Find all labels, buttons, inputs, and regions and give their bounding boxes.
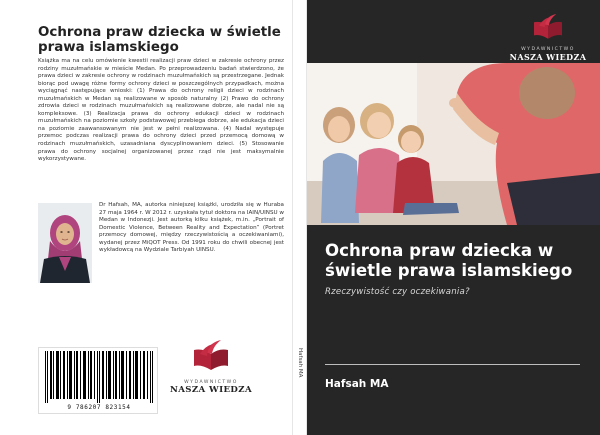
front-cover-title: Ochrona praw dziecka w świetle prawa islamskiego (325, 241, 573, 280)
publisher-line-2: NASZA WIEDZA (509, 52, 587, 62)
barcode (38, 347, 158, 414)
publisher-logo-front (503, 14, 593, 66)
spine-author: Hafsah MA (297, 348, 303, 378)
book-logo-icon (531, 14, 565, 42)
barcode-bars-icon (43, 351, 155, 403)
publisher-logo-back (166, 340, 256, 410)
author-photo (38, 203, 92, 283)
back-cover (0, 0, 292, 435)
book-description: Książka ma na celu omówienie kwestii realizacji praw dzieci w zakresie ochrony przez rodziny muzułmańskie w mieście Medan. Po przeprowadzeniu badań stwierdzono, że prawa dzieci w zakresie ochrony w rodzinach muzułmańskich są przestrzegane. Jednak biorąc pod uwagę różne formy ochrony dzieci w poszczególnych przypadkach, można wyciągnąć następujące wnioski: (1) Prawa do ochrony religii dzieci w rodzinach muzułmańskich w Medan są realizowane w sposób naturalny (2) Prawo do ochrony zdrowia dzieci w rodzinach muzułmańskich są realizowane dobrze, ale nadal nie są kompleksowe. (3) Realizacja prawa do ochrony edukacji dzieci w rodzinach muzułmańskich na poziomie szkoły podstawowej przebiega dobrze, ale edukacja dzieci na poziomie zaawansowanym nie jest w pełni realizowana. (4) Nadal występuje przemoc podczas realizacji prawa do ochrony dzieci przed przemocą domową w rodzinach muzułmańskich, uzasadniana dyscyplinowaniem dzieci. (5) Stosowanie prawa do ochrony socjalnej organizowanej przez rząd nie jest maksymalnie wykorzystywane. (38, 58, 284, 163)
divider (325, 364, 580, 365)
front-cover-author: Hafsah MA (325, 378, 389, 390)
isbn-number: 9 786207 823154 (67, 404, 131, 411)
front-cover (307, 0, 600, 435)
publisher-line-1: WYDAWNICTWO (184, 380, 238, 385)
publisher-line-1: WYDAWNICTWO (521, 47, 575, 52)
spine (292, 0, 307, 435)
front-cover-subtitle: Rzeczywistość czy oczekiwania? (325, 287, 470, 297)
cover-photo-children (307, 63, 600, 225)
book-logo-icon (191, 340, 231, 374)
back-cover-title: Ochrona praw dziecka w świetle prawa islamskiego (38, 25, 281, 55)
author-bio: Dr Hafsah, MA, autorka niniejszej książki, urodziła się w Huraba 27 maja 1964 r. W 2012 r. uzyskała tytuł doktora na IAIN/UINSU w Medan w Indonezji. Jest autorką kilku książek, m.in. „Portrait of Domestic Violence, Between Reality and Expectation” (Portret przemocy domowej, między rzeczywistością a oczekiwaniami), wydanej przez MiQOT Press. Od 1991 roku do chwili obecnej jest wykładowcą na Wydziale Tarbiyah UINSU. (99, 202, 284, 253)
publisher-line-2: NASZA WIEDZA (169, 385, 253, 395)
